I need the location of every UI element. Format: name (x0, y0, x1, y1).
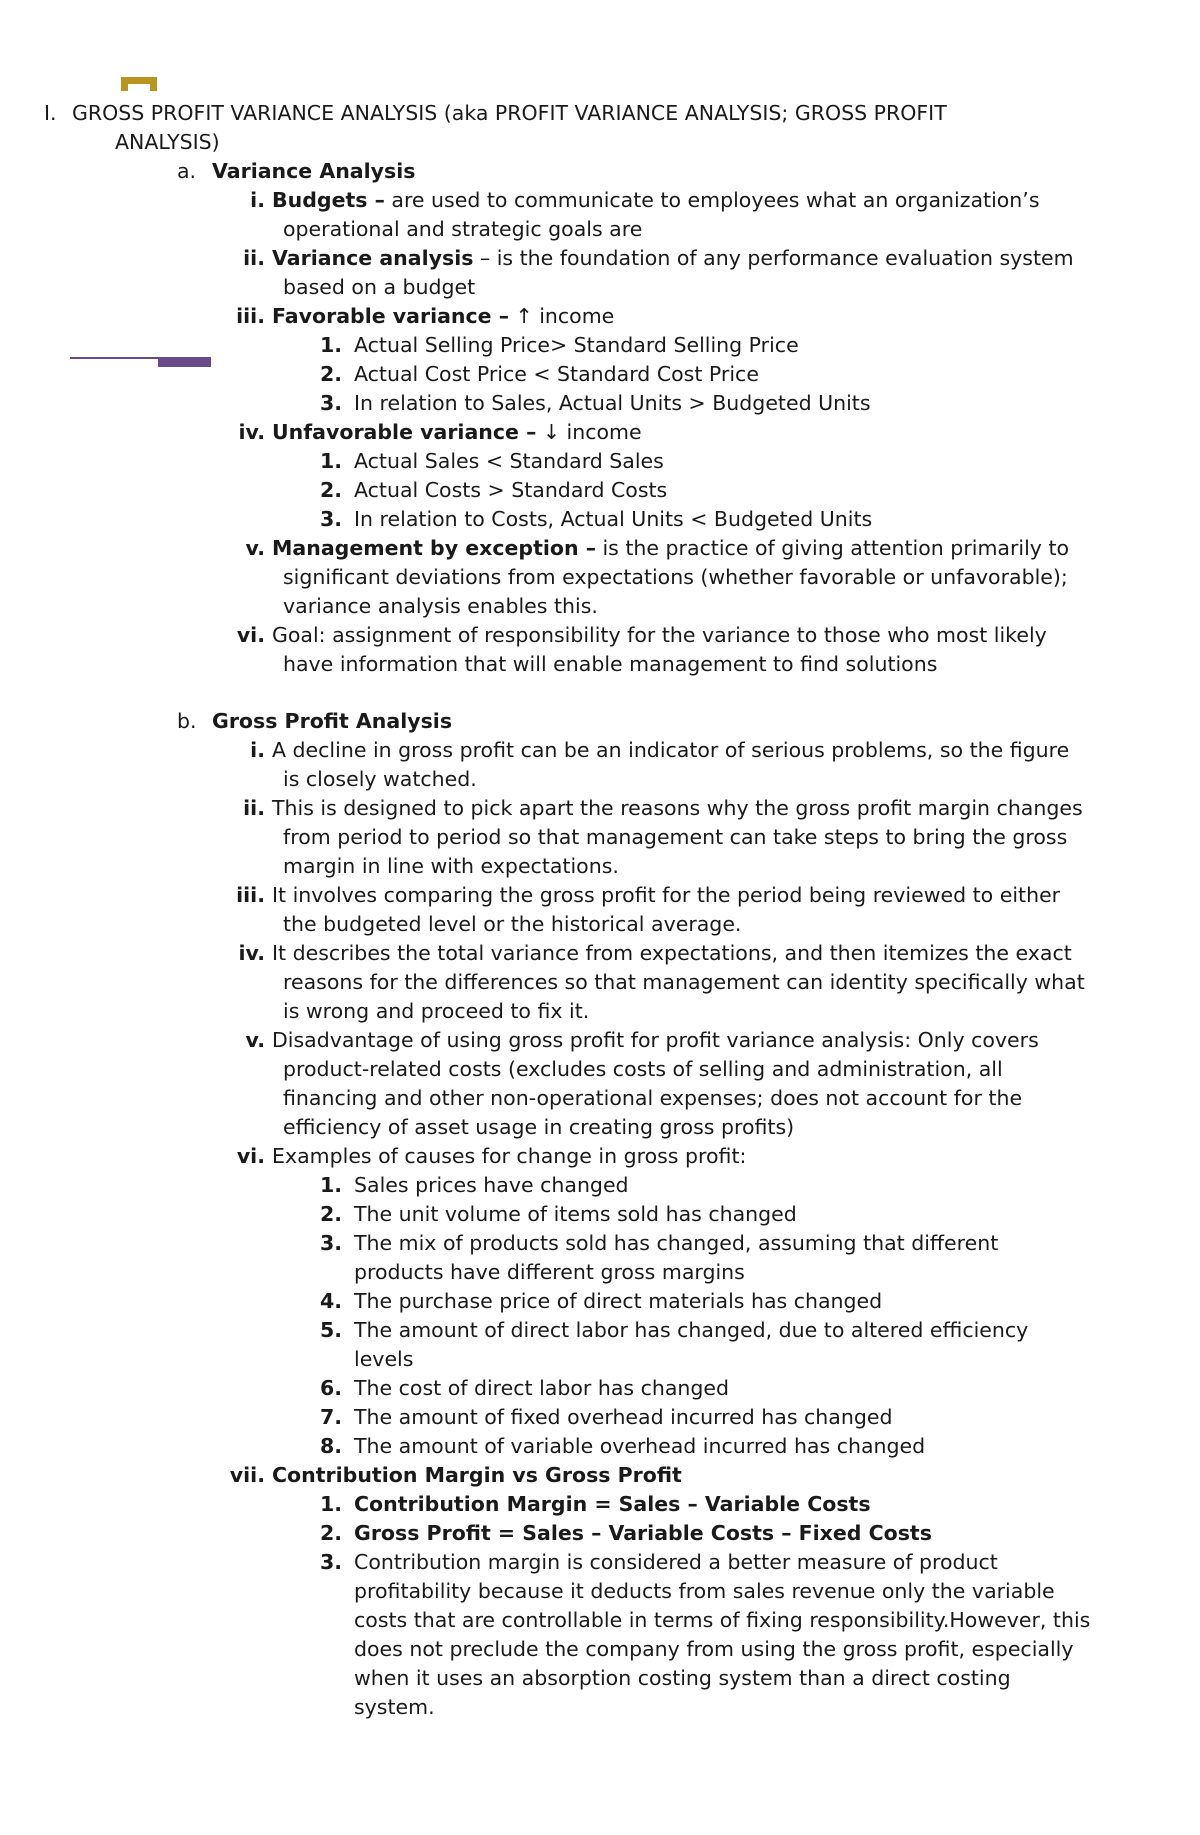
cause-8: The amount of variable overhead incurred has changed (354, 1434, 926, 1458)
variance-analysis-text-1: – is the foundation of any performance evaluation system (473, 246, 1074, 270)
list-marker: 2. (319, 478, 342, 502)
favorable-sub-2: Actual Cost Price < Standard Cost Price (354, 362, 759, 386)
gpa-item-5-line-1: Disadvantage of using gross profit for profit variance analysis: Only covers (272, 1028, 1039, 1052)
goal-text-2: have information that will enable management to find solutions (283, 652, 938, 676)
favorable-variance-item (272, 304, 614, 328)
list-marker: 1. (319, 1173, 342, 1197)
contribution-note-line-3: costs that are controllable in terms of fixing responsibility.However, this (354, 1608, 1091, 1632)
list-marker: 7. (319, 1405, 342, 1429)
cause-3-line-1: The mix of products sold has changed, assuming that different (354, 1231, 999, 1255)
list-marker: 8. (319, 1434, 342, 1458)
favorable-variance-term: Favorable variance – (272, 304, 509, 328)
list-marker: 4. (319, 1289, 342, 1313)
unfavorable-variance-term: Unfavorable variance – (272, 420, 537, 444)
variance-analysis-item (272, 246, 1074, 270)
list-marker: vi. (236, 1144, 265, 1168)
list-marker: ii. (243, 246, 265, 270)
cause-5-line-2: levels (354, 1347, 414, 1371)
contribution-note-line-5: when it uses an absorption costing system than a direct costing (354, 1666, 1011, 1690)
cause-1: Sales prices have changed (354, 1173, 629, 1197)
variance-analysis-term: Variance analysis (272, 246, 474, 270)
list-marker: 2. (319, 362, 342, 386)
unfavorable-variance-text: ↓ income (536, 420, 642, 444)
unfavorable-sub-2: Actual Costs > Standard Costs (354, 478, 668, 502)
contribution-note-line-2: profitability because it deducts from sales revenue only the variable (354, 1579, 1055, 1603)
cause-5-line-1: The amount of direct labor has changed, due to altered efficiency (354, 1318, 1029, 1342)
list-marker: 1. (319, 1492, 342, 1516)
list-marker: 2. (319, 1202, 342, 1226)
gpa-item-3-line-1: It involves comparing the gross profit for the period being reviewed to either (272, 883, 1061, 907)
budgets-text-1: are used to communicate to employees what an organization’s (384, 188, 1040, 212)
list-marker: 1. (319, 333, 342, 357)
gpa-item-2-line-3: margin in line with expectations. (283, 854, 619, 878)
contribution-formula: Contribution Margin = Sales – Variable Costs (354, 1492, 871, 1516)
mbe-text-1: is the practice of giving attention primarily to (595, 536, 1070, 560)
list-marker: i. (250, 188, 265, 212)
section-marker: I. (44, 101, 57, 125)
list-marker: 2. (319, 1521, 342, 1545)
list-marker: vii. (229, 1463, 265, 1487)
gpa-item-1-line-1: A decline in gross profit can be an indicator of serious problems, so the figure (272, 738, 1070, 762)
list-marker: 3. (319, 391, 342, 415)
gross-profit-formula: Gross Profit = Sales – Variable Costs – Fixed Costs (354, 1521, 932, 1545)
section-title-line-2: ANALYSIS) (115, 130, 220, 154)
list-marker: 3. (319, 507, 342, 531)
cause-6: The cost of direct labor has changed (354, 1376, 730, 1400)
mbe-text-2: significant deviations from expectations (whether favorable or unfavorable); (283, 565, 1068, 589)
cause-3-line-2: products have different gross margins (354, 1260, 745, 1284)
gpa-item-4-line-3: is wrong and proceed to fix it. (283, 999, 590, 1023)
subsection-b-marker: b. (177, 709, 197, 733)
gpa-item-4-line-2: reasons for the differences so that management can identity specifically what (283, 970, 1085, 994)
contribution-heading: Contribution Margin vs Gross Profit (272, 1463, 682, 1487)
contribution-note-line-4: does not preclude the company from using the gross profit, especially (354, 1637, 1074, 1661)
unfavorable-variance-item (272, 420, 642, 444)
list-marker: vi. (236, 623, 265, 647)
section-title-line-1: GROSS PROFIT VARIANCE ANALYSIS (aka PROFIT VARIANCE ANALYSIS; GROSS PROFIT (72, 101, 947, 125)
variance-analysis-text-2: based on a budget (283, 275, 476, 299)
goal-text-1: Goal: assignment of responsibility for the variance to those who most likely (272, 623, 1047, 647)
list-marker: 1. (319, 449, 342, 473)
gpa-item-2-line-2: from period to period so that management can take steps to bring the gross (283, 825, 1068, 849)
budgets-item (272, 188, 1040, 212)
gpa-item-1-line-2: is closely watched. (283, 767, 477, 791)
contribution-note-line-1: Contribution margin is considered a better measure of product (354, 1550, 998, 1574)
subsection-a-marker: a. (177, 159, 197, 183)
favorable-sub-3: In relation to Sales, Actual Units > Budgeted Units (354, 391, 871, 415)
list-marker: v. (245, 1028, 265, 1052)
subsection-a-heading: Variance Analysis (212, 159, 416, 183)
unfavorable-sub-3: In relation to Costs, Actual Units < Budgeted Units (354, 507, 873, 531)
gpa-item-3-line-2: the budgeted level or the historical average. (283, 912, 742, 936)
favorable-sub-1: Actual Selling Price> Standard Selling Price (354, 333, 799, 357)
favorable-variance-text: ↑ income (508, 304, 615, 328)
unfavorable-sub-1: Actual Sales < Standard Sales (354, 449, 664, 473)
gpa-item-4-line-1: It describes the total variance from expectations, and then itemizes the exact (272, 941, 1072, 965)
list-marker: 3. (319, 1231, 342, 1255)
list-marker: v. (245, 536, 265, 560)
decorative-bar (158, 357, 211, 367)
list-marker: ii. (243, 796, 265, 820)
list-marker: i. (250, 738, 265, 762)
cause-7: The amount of fixed overhead incurred has changed (354, 1405, 893, 1429)
gpa-item-2-line-1: This is designed to pick apart the reasons why the gross profit margin changes (272, 796, 1083, 820)
list-marker: 5. (319, 1318, 342, 1342)
gpa-item-6-line-1: Examples of causes for change in gross profit: (272, 1144, 747, 1168)
gpa-item-5-line-3: financing and other non-operational expenses; does not account for the (283, 1086, 1023, 1110)
mbe-text-3: variance analysis enables this. (283, 594, 598, 618)
list-marker: 6. (319, 1376, 342, 1400)
list-marker: iv. (238, 941, 265, 965)
mbe-item (272, 536, 1069, 560)
cause-4: The purchase price of direct materials has changed (354, 1289, 883, 1313)
subsection-b-heading: Gross Profit Analysis (212, 709, 453, 733)
list-marker: 3. (319, 1550, 342, 1574)
list-marker: iii. (236, 304, 265, 328)
cause-2: The unit volume of items sold has changed (354, 1202, 797, 1226)
budgets-term: Budgets – (272, 188, 385, 212)
budgets-text-2: operational and strategic goals are (283, 217, 643, 241)
gpa-item-5-line-4: efficiency of asset usage in creating gross profits) (283, 1115, 795, 1139)
decorative-bracket (121, 77, 157, 91)
list-marker: iv. (238, 420, 265, 444)
gpa-item-5-line-2: product-related costs (excludes costs of selling and administration, all (283, 1057, 1003, 1081)
list-marker: iii. (236, 883, 265, 907)
mbe-term: Management by exception – (272, 536, 596, 560)
decorative-rule (70, 357, 158, 359)
contribution-note-line-6: system. (354, 1695, 435, 1719)
